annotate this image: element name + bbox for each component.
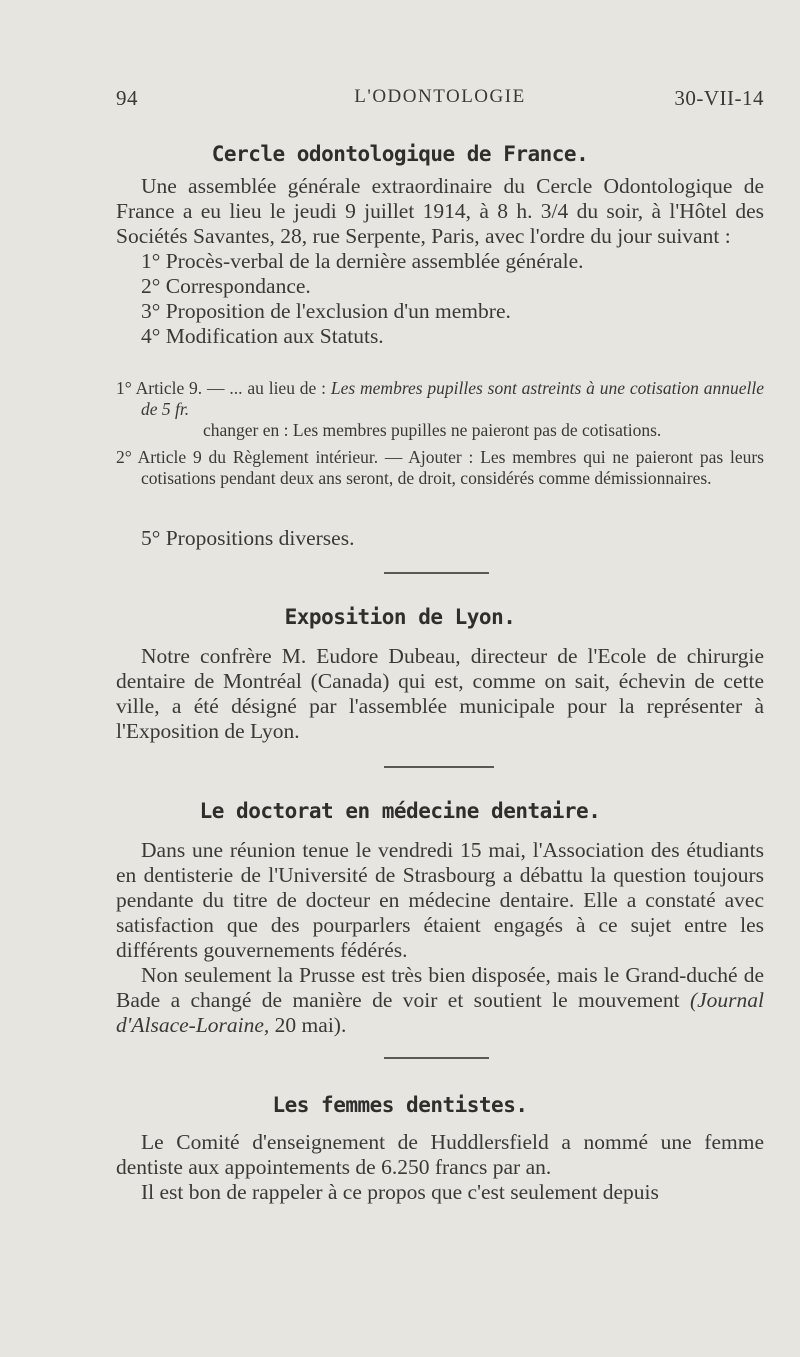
doctorat-paragraph-1: Dans une réunion tenue le vendredi 15 mai, l'Association des étudiants en dentisterie de l'Université de Strasbourg a débattu la question toujours pendante du titre de docteur en médecine dentaire. Elle a constaté avec satisfaction que des pourparlers étaient engagés à ce sujet entre les différents gouvernements fédérés. xyxy=(116,838,764,962)
femmes-paragraph-1: Le Comité d'enseignement de Huddlersfield a nommé une femme dentiste aux appointements de 6.250 francs par an. xyxy=(116,1130,764,1179)
section-body-femmes xyxy=(116,1130,764,1205)
page-number: 94 xyxy=(116,86,138,110)
exposition-paragraph: Notre confrère M. Eudore Dubeau, directeur de l'Ecole de chirurgie dentaire de Montréal (Canada) qui est, comme on sait, échevin de cette ville, a été désigné par l'assemblée municipale pour la représenter à l'Exposition de Lyon. xyxy=(116,644,764,743)
article-1-prefix: 1° Article 9. — ... au lieu de : xyxy=(116,378,327,398)
article-2-amendment: 2° Article 9 du Règlement intérieur. — Ajouter : Les membres qui ne paieront pas leurs cotisations pendant deux ans seront, de droit, considérés comme démissionnaires. xyxy=(116,447,764,488)
section-body-exposition xyxy=(116,644,764,744)
agenda-item-4: 4° Modification aux Statuts. xyxy=(141,324,384,348)
doctorat-paragraph-2 xyxy=(116,963,764,1038)
doctorat-paragraph-2-text: Non seulement la Prusse est très bien disposée, mais le Grand-duché de Bade a changé de manière de voir et soutient le mouvement xyxy=(116,963,764,1012)
intro-paragraph: Une assemblée générale extraordinaire du Cercle Odontologique de France a eu lieu le jeudi 9 juillet 1914, à 8 h. 3/4 du soir, à l'Hôtel des Sociétés Savantes, 28, rue Serpente, Paris, avec l'ordre du jour suivant : xyxy=(116,174,764,248)
article-1-amendment xyxy=(116,378,764,420)
section-divider xyxy=(384,572,489,574)
running-header xyxy=(116,86,764,116)
section-title-cercle: Cercle odontologique de France. xyxy=(211,142,589,166)
agenda-item-5-block xyxy=(116,526,764,551)
article-1-change: changer en : Les membres pupilles ne paieront pas de cotisations. xyxy=(203,420,662,440)
section-title-exposition: Exposition de Lyon. xyxy=(284,605,516,629)
section-divider xyxy=(384,1057,489,1059)
section-divider xyxy=(384,766,494,768)
agenda-item-5: 5° Propositions diverses. xyxy=(141,526,355,550)
agenda-item-3: 3° Proposition de l'exclusion d'un membre. xyxy=(141,299,511,323)
section-title-femmes: Les femmes dentistes. xyxy=(272,1093,528,1117)
statute-amendments xyxy=(116,378,764,489)
journal-title: L'ODONTOLOGIE xyxy=(354,86,526,107)
section-title-doctorat: Le doctorat en médecine dentaire. xyxy=(199,799,601,823)
agenda-item-2: 2° Correspondance. xyxy=(141,274,311,298)
agenda-item-1: 1° Procès-verbal de la dernière assemblée générale. xyxy=(141,249,584,273)
section-body-doctorat xyxy=(116,838,764,1038)
femmes-paragraph-2: Il est bon de rappeler à ce propos que c'est seulement depuis xyxy=(141,1180,659,1204)
article-1-quote: Les membres pupilles sont astreints à une cotisation annuelle de 5 fr. xyxy=(141,378,764,419)
section-body-cercle xyxy=(116,174,764,349)
journal-citation: (Journal d'Alsace-Loraine, xyxy=(116,988,764,1037)
issue-date: 30-VII-14 xyxy=(674,86,764,110)
citation-date: 20 mai). xyxy=(274,1013,347,1037)
